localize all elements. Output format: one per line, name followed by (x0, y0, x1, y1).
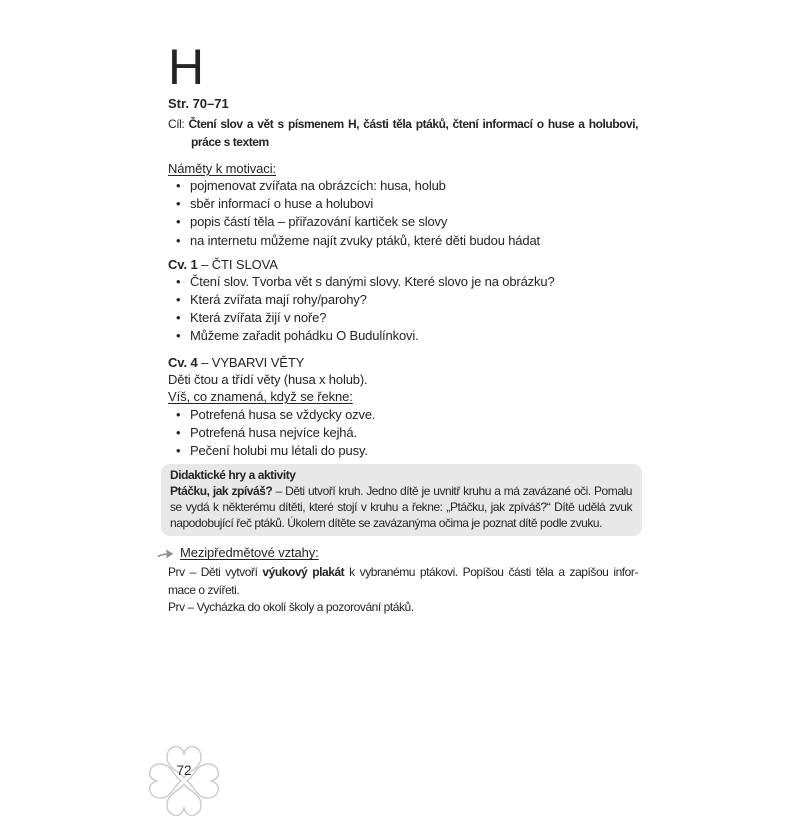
goal-line-1 (168, 116, 638, 134)
goal-text-line1: Čtení slov a vět s písmenem H, části těla ptáků, čtení informací o huse a holubovi, (188, 117, 638, 131)
exercise4-list (168, 406, 638, 461)
list-item: • na internetu můžeme najít zvuky ptáků, které děti budou hádat (168, 232, 638, 250)
game-description-text: – Děti utvoří kruh. Jedno dítě je uvnitř kruhu a má zavázané oči. Pomalu (272, 484, 632, 499)
exercise4-heading (168, 355, 638, 371)
page-content (168, 39, 638, 617)
clover-icon (132, 729, 236, 833)
game-description-line3: napodobující řeč ptáků. Úkolem dítěte se zavázanýma očima je poznat dítě podle zvuku. (170, 515, 603, 530)
motivation-heading: Náměty k motivaci: (168, 161, 277, 176)
didactic-games-title: Didaktické hry a aktivity (170, 468, 296, 483)
arrow-right-icon (157, 547, 174, 560)
list-item: • Pečení holubi mu létali do pusy. (168, 442, 638, 460)
cross-curricular-row (157, 545, 638, 561)
goal-label: Cíl: (168, 117, 185, 131)
list-item: • Která zvířata žijí v noře? (168, 309, 638, 327)
exercise4-title: – VYBARVI VĚTY (197, 354, 305, 370)
game-name: Ptáčku, jak zpíváš? (170, 484, 273, 499)
cross-curricular-text (168, 564, 638, 617)
list-item: • pojmenovat zvířata na obrázcích: husa, holub (168, 177, 638, 195)
exercise1-label: Cv. 1 (168, 256, 198, 272)
page-reference: Str. 70–71 (168, 96, 229, 111)
page-number: 72 (176, 763, 192, 778)
prv1-prefix: Prv – Děti vytvoří (168, 565, 263, 580)
exercise1-title: – ČTI SLOVA (197, 256, 278, 272)
exercise1-list (168, 273, 638, 346)
list-item: • Potrefená husa se vždycky ozve. (168, 406, 638, 424)
prv-line-1 (168, 564, 638, 582)
list-item: • Čtení slov. Tvorba vět s danými slovy. Které slovo je na obrázku? (168, 273, 638, 291)
lesson-goal (168, 116, 638, 151)
list-item: • sběr informací o huse a holubovi (168, 195, 638, 213)
goal-line-2: práce s textem (191, 134, 269, 149)
game-description-line1 (170, 484, 632, 500)
prv-line-3: Prv – Vycházka do okolí školy a pozorování ptáků. (168, 600, 414, 615)
prv-line-2: mace o zvířeti. (168, 582, 240, 597)
list-item: • Která zvířata mají rohy/parohy? (168, 291, 638, 309)
exercise4-intro: Děti čtou a třídí věty (husa x holub). (168, 371, 368, 387)
chapter-letter: H (168, 39, 206, 95)
exercise1-heading (168, 257, 638, 273)
cross-curricular-heading: Mezipředmětové vztahy: (180, 545, 319, 561)
motivation-list (168, 177, 638, 250)
list-item: • Potrefená husa nejvíce kejhá. (168, 424, 638, 442)
prv1-bold: výukový plakát (262, 565, 345, 580)
list-item: • popis částí těla – přiřazování kartiček se slovy (168, 213, 638, 231)
list-item: • Můžeme zařadit pohádku O Budulínkovi. (168, 327, 638, 345)
prv1-rest: k vybranému ptákovi. Popíšou části těla a zapíšou infor- (344, 565, 638, 580)
didactic-games-box (161, 464, 642, 536)
game-description-line2: se vydá k některému dítěti, které stojí v kruhu a řekne: „Ptáčku, jak zpíváš?“ Dítě udělá zvuk (170, 499, 632, 514)
exercise4-label: Cv. 4 (168, 354, 198, 370)
exercise4-subheading: Víš, co znamená, když se řekne: (168, 389, 353, 405)
